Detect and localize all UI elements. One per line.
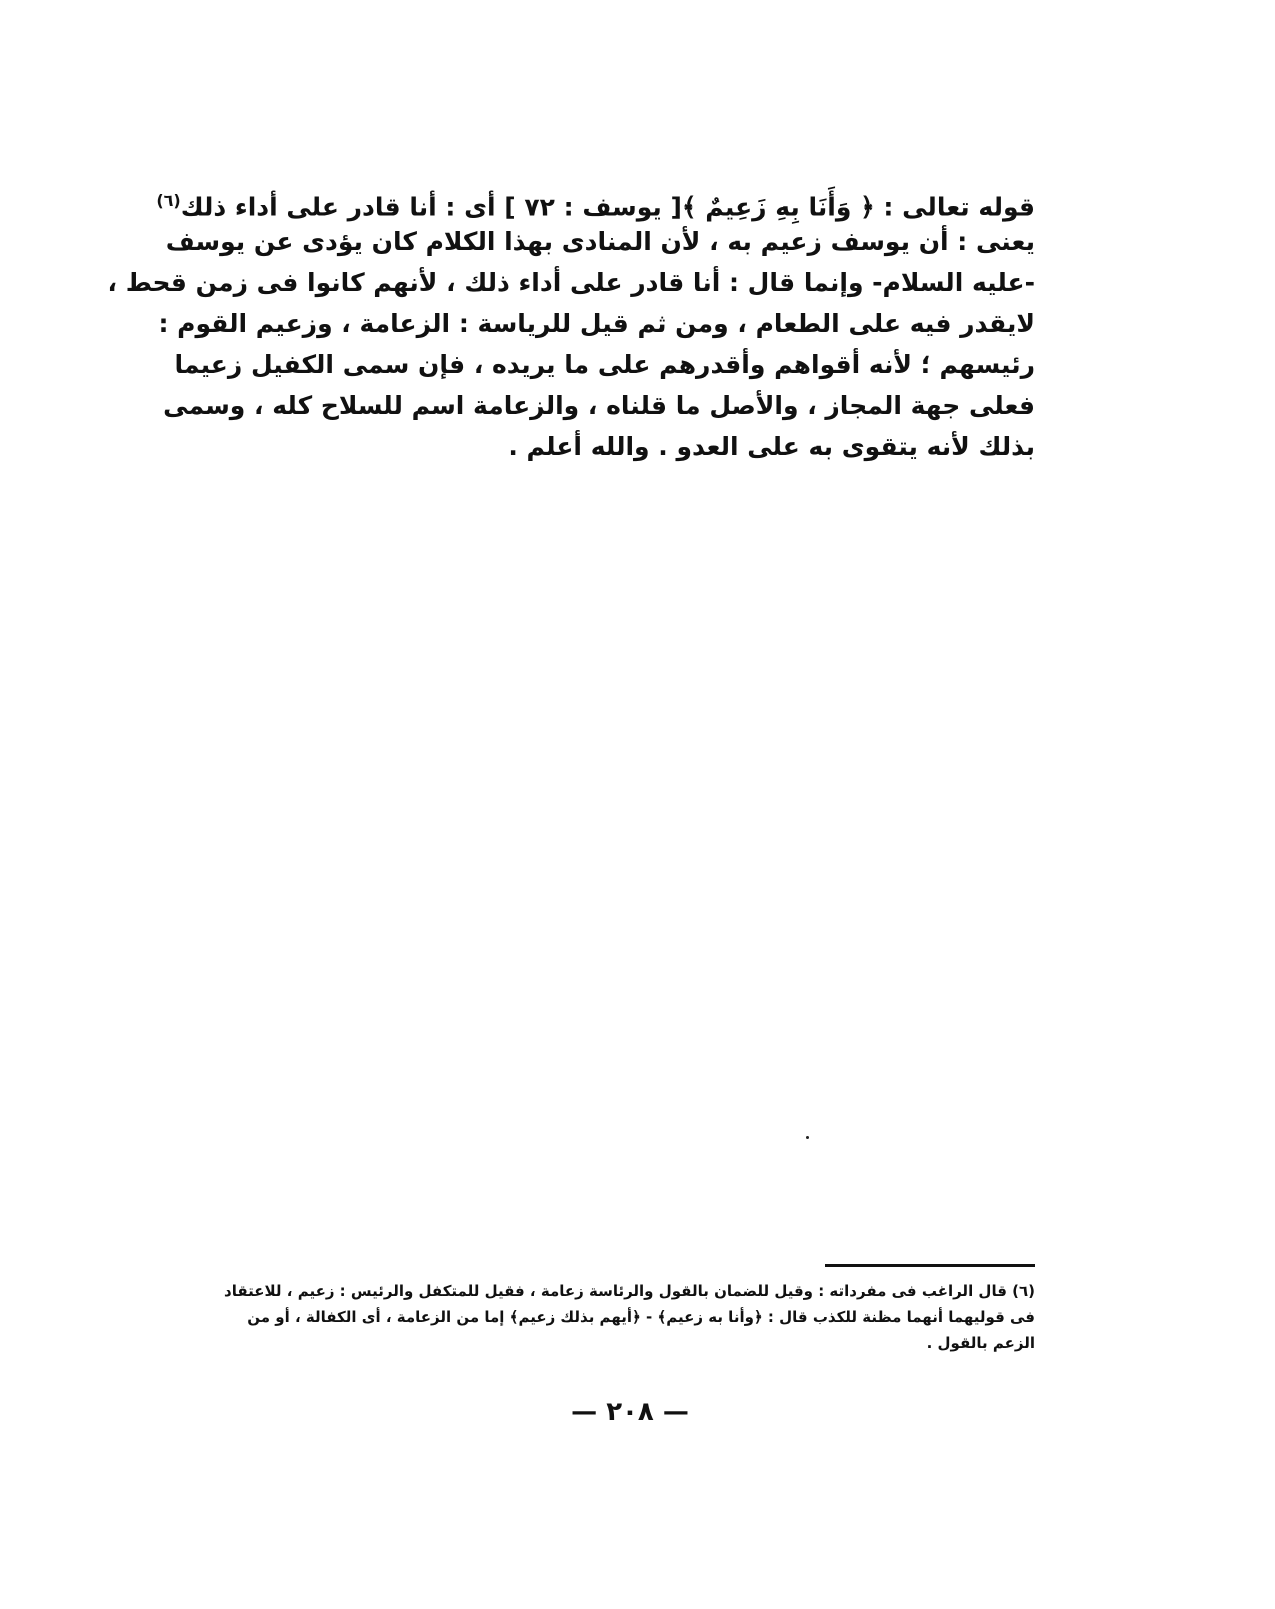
scan-speck [806, 1136, 809, 1139]
text-line-4: لايقدر فيه على الطعام ، ومن ثم قيل للرياسة : الزعامة ، وزعيم القوم : [158, 309, 1035, 338]
footnote-block [210, 1278, 1035, 1356]
text-line-5: رئيسهم ؛ لأنه أقواهم وأقدرهم على ما يريده ، فإن سمى الكفيل زعيما [174, 350, 1035, 379]
footnote-line-1: (٦) قال الراغب فى مفرداته : وقيل للضمان بالقول والرئاسة زعامة ، فقيل للمتكفل والرئيس : زعيم ، للاعتقاد [224, 1282, 1035, 1300]
text-line-1-content: قوله تعالى : ﴿ وَأَنَا بِهِ زَعِيمٌ ﴾[ يوسف : ٧٢ ] أى : أنا قادر على أداء ذلك [180, 192, 1035, 222]
text-line-3: -عليه السلام- وإنما قال : أنا قادر على أداء ذلك ، لأنهم كانوا فى زمن قحط ، [107, 268, 1035, 297]
text-line-2: يعنى : أن يوسف زعيم به ، لأن المنادى بهذا الكلام كان يؤدى عن يوسف [165, 227, 1035, 256]
main-text-block [107, 180, 1035, 467]
footnote-line-2: فى قوليهما أنهما مظنة للكذب قال : ﴿وأنا به زعيم﴾ - ﴿أيهم بذلك زعيم﴾ إما من الزعامة ، أى الكفالة ، أو من [247, 1308, 1035, 1326]
footnote-divider [825, 1264, 1035, 1267]
footnote-reference: (٦) [156, 191, 181, 210]
footnote-line-3: الزعم بالقول . [926, 1334, 1035, 1352]
text-line-1 [156, 180, 1035, 222]
page-number: — ٢٠٨ — [571, 1397, 689, 1427]
text-line-6: فعلى جهة المجاز ، والأصل ما قلناه ، والزعامة اسم للسلاح كله ، وسمى [163, 391, 1035, 420]
text-line-7: بذلك لأنه يتقوى به على العدو . والله أعلم . [508, 432, 1035, 461]
